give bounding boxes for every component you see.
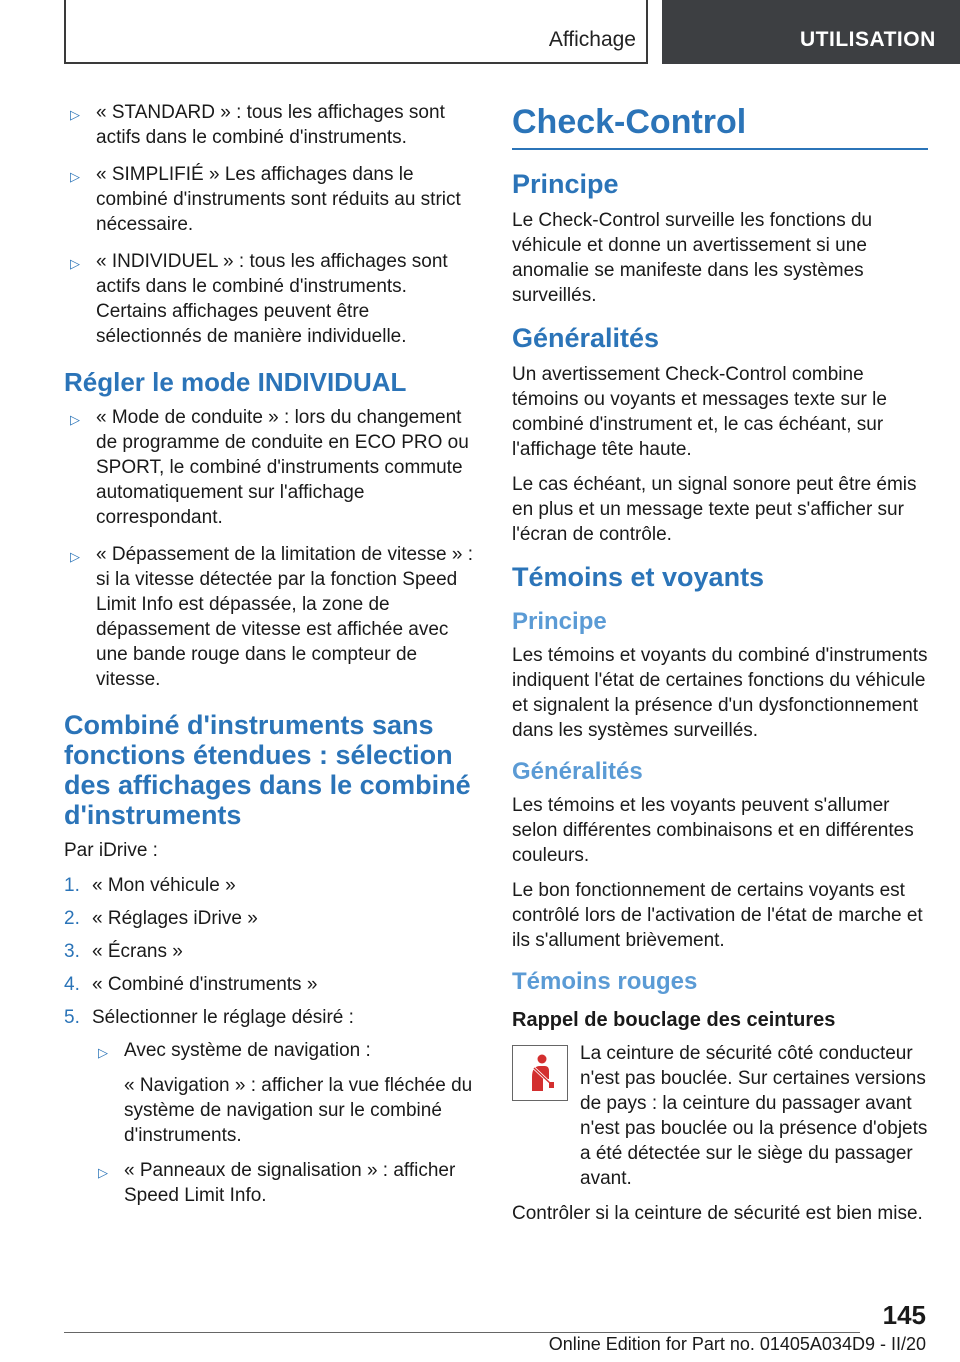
sub-options	[92, 1038, 474, 1208]
triangle-bullet-icon: ▷	[70, 107, 80, 122]
paragraph: Le Check-Control surveille les fonctions du véhicule et donne un avertissement si une anomalie se manifeste dans les systèmes surveillés.	[512, 210, 873, 306]
seatbelt-warning-icon	[512, 1045, 568, 1101]
heading-rouges: Témoins rouges	[512, 968, 698, 995]
list-item: 1. « Mon véhicule »	[64, 875, 236, 896]
list-item: ▷ « Dépassement de la limitation de vitesse » : si la vitesse détectée par la fonction Speed Limit Info est dépassée, la zone de dépassement de vitesse est affichée avec une bande rouge dans le compteur de vitesse.	[64, 542, 474, 692]
list-item: 5. Sélectionner le réglage désiré :	[64, 1007, 354, 1028]
heading-tv-generalites: Généralités	[512, 758, 643, 785]
list-item: ▷ « Panneaux de signalisation » : afficher Speed Limit Info.	[92, 1158, 474, 1208]
paragraph: Les témoins et les voyants peuvent s'allumer selon différentes combinaisons et en différentes couleurs.	[512, 795, 914, 866]
header-chapter-tab: UTILISATION	[662, 0, 960, 64]
list-item: ▷ « INDIVIDUEL » : tous les affichages sont actifs dans le combiné d'instruments. Certains affichages peuvent être sélectionnés de manière individuelle.	[64, 249, 474, 349]
heading-generalites: Généralités	[512, 323, 660, 353]
list-item: 2. « Réglages iDrive »	[64, 908, 258, 929]
list-item: ▷ « Mode de conduite » : lors du changement de programme de conduite en ECO PRO ou SPORT, le combiné d'instruments commute automatiquement sur l'affichage correspondant.	[64, 405, 474, 530]
left-column	[64, 100, 474, 1220]
belt-warning	[512, 1041, 928, 1201]
paragraph: Contrôler si la ceinture de sécurité est bien mise.	[512, 1203, 923, 1224]
idrive-intro: Par iDrive :	[64, 840, 158, 861]
paragraph: Le cas échéant, un signal sonore peut être émis en plus et un message texte peut s'afficher sur l'écran de contrôle.	[512, 474, 917, 545]
heading-belt: Rappel de bouclage des ceintures	[512, 1009, 836, 1031]
triangle-bullet-icon: ▷	[98, 1165, 108, 1180]
list-item: 3. « Écrans »	[64, 941, 183, 962]
triangle-bullet-icon: ▷	[70, 412, 80, 427]
triangle-bullet-icon: ▷	[70, 549, 80, 564]
heading-principe: Principe	[512, 169, 619, 199]
list-item: ▷ « STANDARD » : tous les affichages sont actifs dans le combiné d'instruments.	[64, 100, 474, 150]
list-item: 4. « Combiné d'instruments »	[64, 974, 318, 995]
triangle-bullet-icon: ▷	[98, 1045, 108, 1060]
heading-tv-principe: Principe	[512, 608, 607, 635]
header-section-title: Affichage	[548, 28, 636, 51]
paragraph: Les témoins et voyants du combiné d'instruments indiquent l'état de certaines fonctions du véhicule et signalent la présence d'un dysfonctionnement dans les systèmes surveillés.	[512, 645, 928, 741]
list-item: ▷ Avec système de navigation :	[92, 1038, 474, 1065]
page-number: 145	[882, 1300, 926, 1330]
section-heading-individual: Régler le mode INDIVIDUAL	[64, 367, 407, 397]
page-title: Check-Control	[512, 102, 928, 150]
footer-edition: Online Edition for Part no. 01405A034D9 - II/20	[548, 1334, 926, 1354]
paragraph: La ceinture de sécurité côté conducteur n'est pas bouclée. Sur certaines versions de pays : la ceinture du passager avant n'est pas bouclée ou la présence d'objets a été détectée sur le siège du passager avant.	[580, 1043, 928, 1189]
section-heading-combined: Combiné d'instruments sans fonctions étendues : sélection des affichages dans le combiné d'instruments	[64, 710, 471, 830]
triangle-bullet-icon: ▷	[70, 256, 80, 271]
triangle-bullet-icon: ▷	[70, 169, 80, 184]
footer-divider	[64, 1332, 860, 1333]
paragraph: Le bon fonctionnement de certains voyants est contrôlé lors de l'activation de l'état de marche et ils s'allument brièvement.	[512, 880, 923, 951]
nav-option-text: « Navigation » : afficher la vue fléchée du système de navigation sur le combiné d'instruments.	[124, 1075, 473, 1146]
list-item: ▷ « SIMPLIFIÉ » Les affichages dans le combiné d'instruments sont réduits au strict nécessaire.	[64, 162, 474, 237]
right-column	[512, 100, 928, 1236]
heading-temoins: Témoins et voyants	[512, 562, 765, 592]
paragraph: Un avertissement Check-Control combine témoins ou voyants et messages texte sur le combiné d'instrument et, le cas échéant, sur l'affichage tête haute.	[512, 364, 887, 460]
